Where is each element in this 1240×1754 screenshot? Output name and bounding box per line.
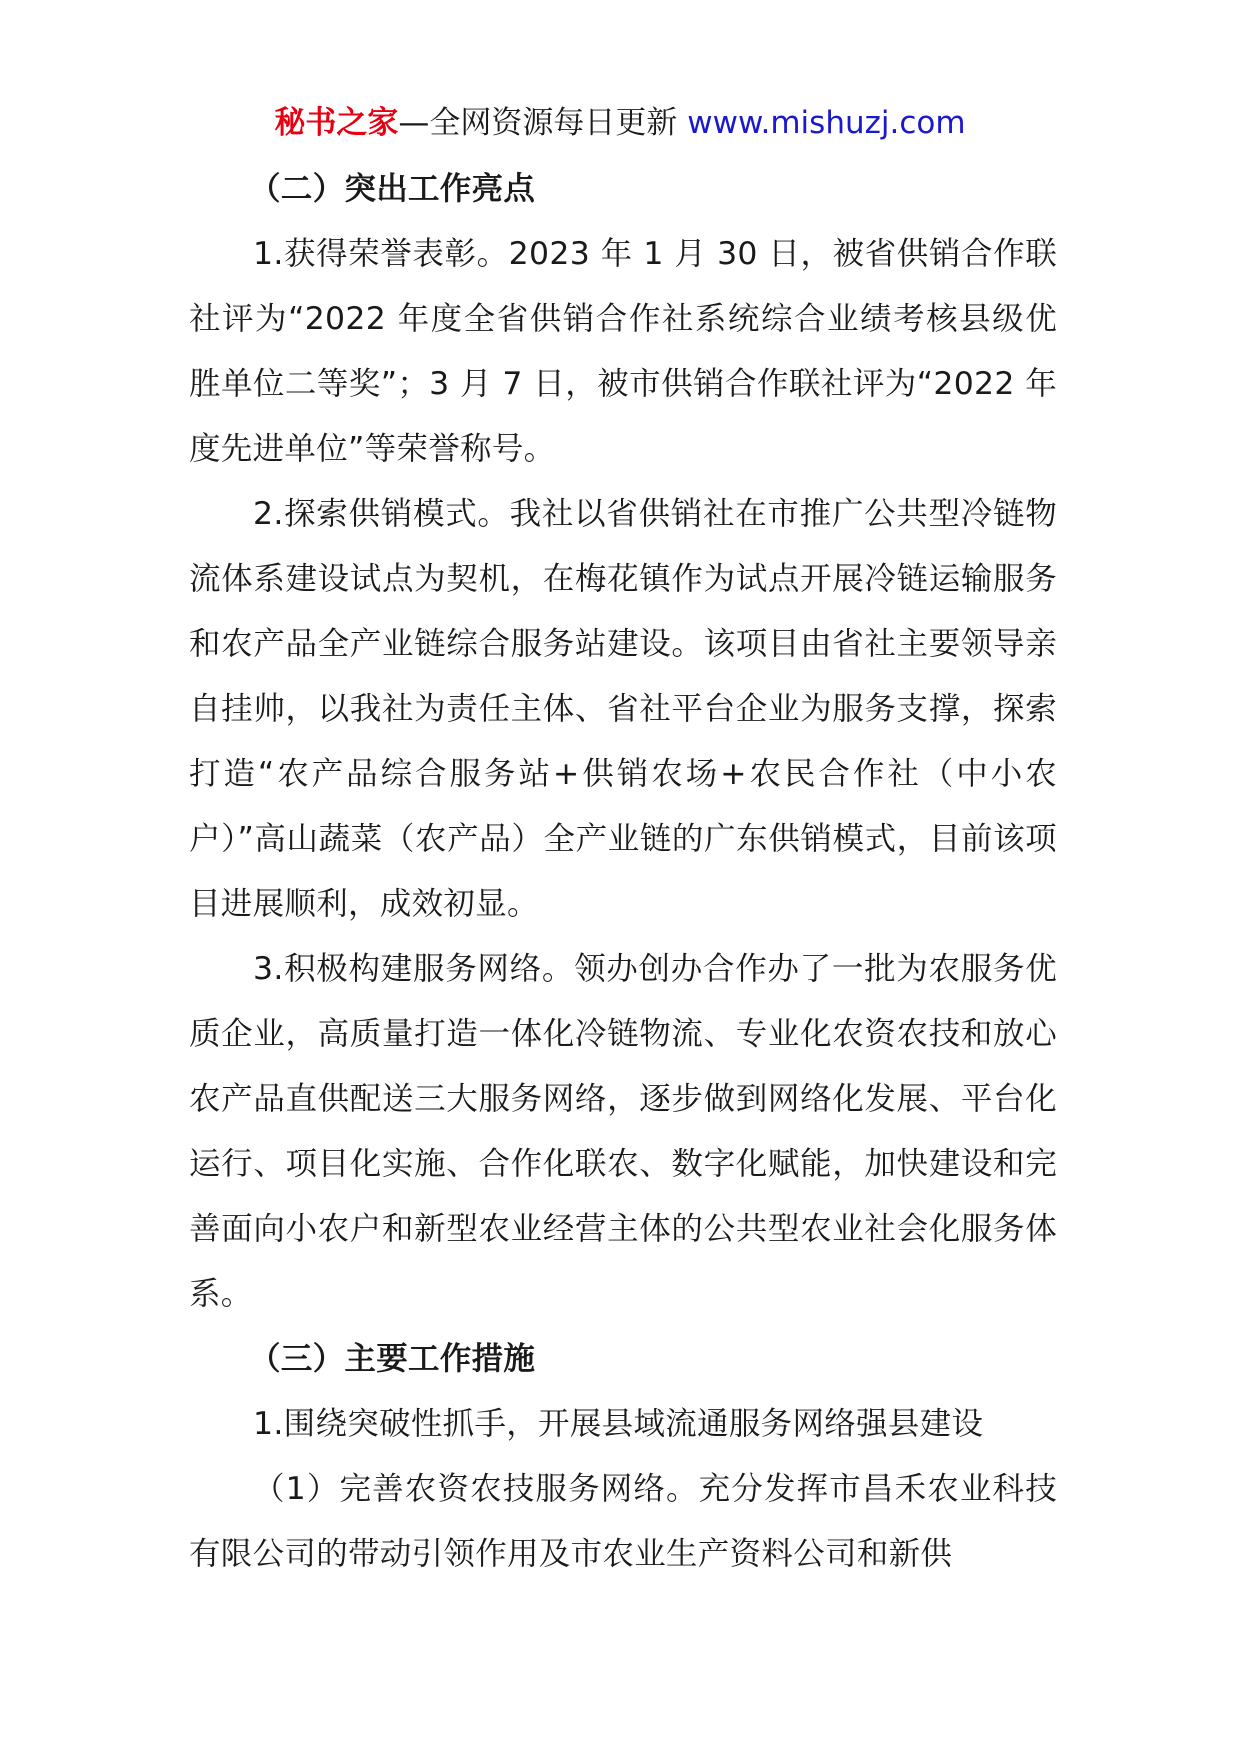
site-banner: [0, 100, 1240, 146]
paragraph-honors: 1.获得荣誉表彰。2023 年 1 月 30 日，被省供销合作联社评为“2022 年度全省供销合作社系统综合业绩考核县级优胜单位二等奖”；3 月 7 日，被市供销合作联社评为“2022 年度先进单位”等荣誉称号。: [189, 236, 1057, 467]
banner-slogan: —全网资源每日更新: [398, 105, 688, 141]
banner-url-link[interactable]: www.mishuzj.com: [687, 105, 966, 141]
paragraph-agri-services: （1）完善农资农技服务网络。充分发挥市昌禾农业科技有限公司的带动引领作用及市农业生产资料公司和新供: [189, 1471, 1057, 1572]
document-body: [189, 157, 1057, 1587]
paragraph-service-network: 3.积极构建服务网络。领办创办合作办了一批为农服务优质企业，高质量打造一体化冷链物流、专业化农资农技和放心农产品直供配送三大服务网络，逐步做到网络化发展、平台化运行、项目化实施、合作化联农、数字化赋能，加快建设和完善面向小农户和新型农业经营主体的公共型农业社会化服务体系。: [189, 951, 1057, 1312]
paragraph-supply-model: 2.探索供销模式。我社以省供销社在市推广公共型冷链物流体系建设试点为契机，在梅花镇作为试点开展冷链运输服务和农产品全产业链综合服务站建设。该项目由省社主要领导亲自挂帅，以我社为责任主体、省社平台企业为服务支撑，探索打造“农产品综合服务站+供销农场+农民合作社（中小农户）”高山蔬菜（农产品）全产业链的广东供销模式，目前该项目进展顺利，成效初显。: [189, 496, 1057, 922]
section-heading-3: （三）主要工作措施: [249, 1341, 536, 1377]
banner-brand: 秘书之家: [274, 105, 399, 141]
section-heading-2: （二）突出工作亮点: [249, 171, 536, 207]
paragraph-county-network: 1.围绕突破性抓手，开展县域流通服务网络强县建设: [253, 1406, 984, 1442]
